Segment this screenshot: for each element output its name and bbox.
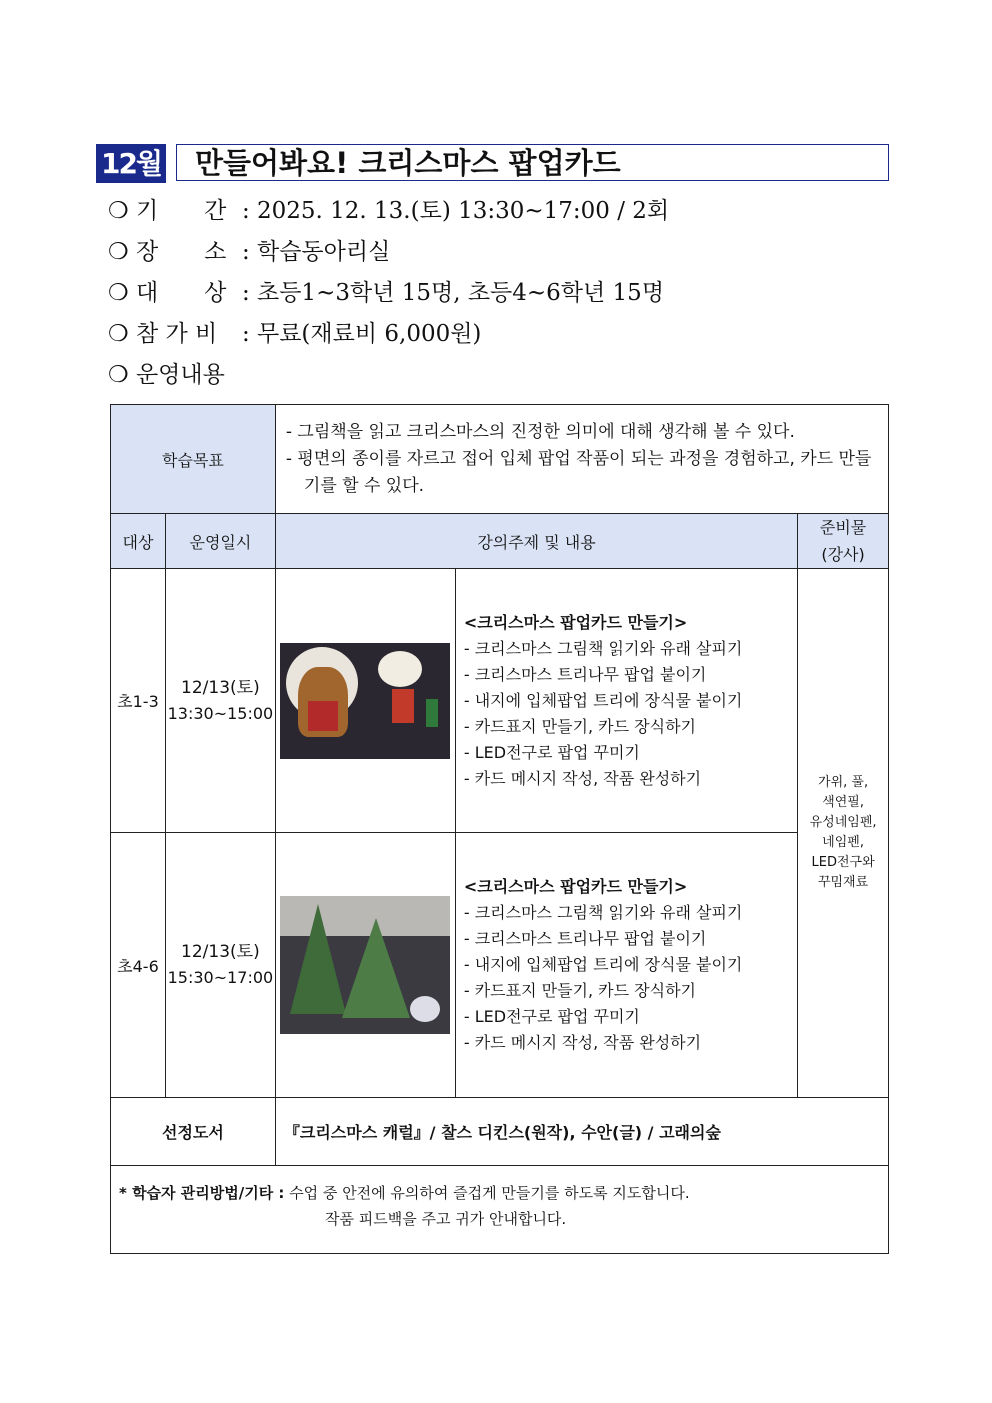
row-target: 초1-3	[111, 569, 166, 833]
colon: :	[241, 280, 250, 306]
header-target: 대상	[111, 514, 166, 569]
row-item: - 내지에 입체팝업 트리에 장식물 붙이기	[463, 690, 743, 710]
row-item: - 크리스마스 그림책 읽기와 유래 살피기	[463, 638, 743, 658]
photo-cell	[275, 569, 455, 833]
colon: :	[241, 321, 250, 347]
row-item: - 카드 메시지 작성, 작품 완성하기	[463, 1033, 702, 1052]
goal-item: - 그림책을 읽고 크리스마스의 진정한 의미에 대해 생각해 볼 수 있다.	[285, 421, 795, 442]
table-row	[111, 569, 889, 833]
row-content	[455, 569, 797, 833]
row-date: 12/13(토)	[181, 942, 260, 962]
material: 유성네임펜,	[809, 815, 877, 830]
bullet-icon: ❍	[108, 239, 129, 265]
note-line: 수업 중 안전에 유의하여 즐겁게 만들기를 하도록 지도합니다.	[289, 1184, 690, 1202]
program-table	[110, 404, 889, 1254]
row-item: - 크리스마스 트리나무 팝업 붙이기	[463, 664, 707, 684]
info-label: 참 가 비	[135, 321, 218, 347]
header-materials: 준비물 (강사)	[798, 514, 889, 569]
info-line	[108, 356, 225, 389]
info-value: 2025. 12. 13.(토) 13:30~17:00 / 2회	[257, 198, 670, 224]
row-item: - 카드표지 만들기, 카드 장식하기	[463, 716, 696, 736]
row-time: 13:30~15:00	[167, 703, 274, 723]
photo-cell	[275, 833, 455, 1098]
tree-card-photo	[280, 896, 450, 1034]
row-item: - LED전구로 팝업 꾸미기	[463, 742, 640, 762]
row-item: - 카드표지 만들기, 카드 장식하기	[463, 981, 696, 1000]
info-line	[108, 192, 669, 225]
row-target: 초4-6	[111, 833, 166, 1098]
header-datetime: 운영일시	[165, 514, 275, 569]
row-topic: <크리스마스 팝업카드 만들기>	[463, 612, 688, 632]
row-datetime	[165, 833, 275, 1098]
row-item: - LED전구로 팝업 꾸미기	[463, 1007, 640, 1026]
row-date: 12/13(토)	[181, 677, 260, 698]
goal-item: - 평면의 종이를 자르고 접어 입체 팝업 작품이 되는 과정을 경험하고, 카드 만들기를 할 수 있다.	[285, 448, 872, 496]
goal-cell	[275, 405, 888, 514]
bullet-icon: ❍	[108, 362, 129, 388]
bullet-icon: ❍	[108, 198, 129, 224]
info-value: 학습동아리실	[257, 239, 391, 265]
info-line	[108, 315, 481, 348]
info-value: 초등1~3학년 15명, 초등4~6학년 15명	[257, 280, 665, 306]
bullet-icon: ❍	[108, 321, 129, 347]
selected-book: 『크리스마스 캐럴』/ 찰스 디킨스(원작), 수안(글) / 고래의숲	[275, 1098, 888, 1166]
management-note	[111, 1166, 889, 1254]
month-badge: 12월	[96, 144, 166, 183]
material: 네임펜,	[822, 835, 864, 850]
table-row	[111, 833, 889, 1098]
row-topic: <크리스마스 팝업카드 만들기>	[463, 877, 688, 896]
material: 가위, 풀,	[818, 775, 869, 790]
row-time: 15:30~17:00	[167, 968, 274, 987]
row-item: - 크리스마스 그림책 읽기와 유래 살피기	[463, 903, 743, 922]
info-label: 운영내용	[135, 362, 225, 388]
book-label: 선정도서	[111, 1098, 276, 1166]
row-item: - 카드 메시지 작성, 작품 완성하기	[463, 768, 702, 788]
materials-cell	[798, 569, 889, 1098]
info-label: 기 간	[135, 198, 227, 224]
row-item: - 크리스마스 트리나무 팝업 붙이기	[463, 929, 707, 948]
info-label: 장 소	[135, 239, 227, 265]
info-value: 무료(재료비 6,000원)	[257, 321, 482, 347]
row-item: - 내지에 입체팝업 트리에 장식물 붙이기	[463, 955, 743, 974]
note-label: * 학습자 관리방법/기타 :	[119, 1184, 285, 1202]
info-line	[108, 233, 390, 266]
info-label: 대 상	[135, 280, 227, 306]
goal-label: 학습목표	[111, 405, 276, 514]
bear-card-photo	[280, 643, 450, 759]
header-topic: 강의주제 및 내용	[275, 514, 797, 569]
colon: :	[241, 198, 250, 224]
bullet-icon: ❍	[108, 280, 129, 306]
row-content	[455, 833, 797, 1098]
info-line	[108, 274, 664, 307]
material: 꾸밈재료	[817, 875, 869, 890]
material: LED전구와	[811, 855, 875, 870]
row-datetime	[165, 569, 275, 833]
program-title: 만들어봐요! 크리스마스 팝업카드	[176, 144, 889, 181]
material: 색연필,	[822, 795, 864, 810]
note-line: 작품 피드백을 주고 귀가 안내합니다.	[325, 1210, 567, 1228]
colon: :	[241, 239, 250, 265]
